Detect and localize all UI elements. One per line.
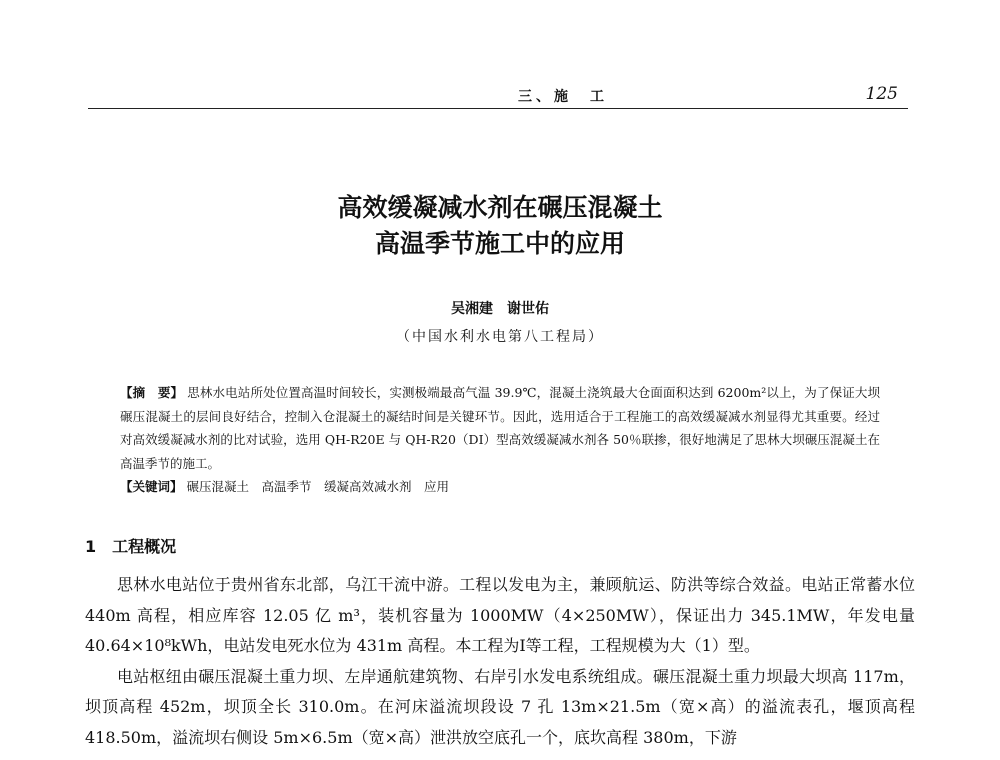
abstract	[120, 381, 880, 499]
abstract-label: 【摘 要】	[120, 385, 184, 400]
keywords-label: 【关键词】	[120, 479, 183, 494]
paragraph: 电站枢纽由碾压混凝土重力坝、左岸通航建筑物、右岸引水发电系统组成。碾压混凝土重力坝最大坝高 117m，坝顶高程 452m，坝顶全长 310.0m。在河床溢流坝段设 7 孔 13m×21.5m（宽×高）的溢流表孔，堰顶高程 418.50m，溢流坝右侧设 5m×6.5m（宽×高）泄洪放空底孔一个，底坎高程 380m，下游	[85, 666, 915, 747]
body-text	[85, 570, 915, 753]
paper-title-line-2: 高温季节施工中的应用	[374, 229, 625, 258]
paragraph: 思林水电站位于贵州省东北部，乌江干流中游。工程以发电为主，兼顾航运、防洪等综合效益。电站正常蓄水位 440m 高程，相应库容 12.05 亿 m³，装机容量为 1000MW（4×250MW），保证出力 345.1MW，年发电量 40.64×10⁸kWh，电站发电死水位为 431m 高程。本工程为Ⅰ等工程，工程规模为大（1）型。	[85, 575, 915, 655]
abstract-text: 思林水电站所处位置高温时间较长，实测极端最高气温 39.9℃，混凝土浇筑最大仓面面积达到 6200m²以上，为了保证大坝碾压混凝土的层间良好结合，控制入仓混凝土的凝结时间是关键环节。因此，选用适合于工程施工的高效缓凝减水剂显得尤其重要。经过对高效缓凝减水剂的比对试验，选用 QH-R20E 与 QH-R20（DⅠ）型高效缓凝减水剂各 50％联掺，很好地满足了思林大坝碾压混凝土在高温季节的施工。	[120, 385, 880, 471]
affiliation: （中国水利水电第八工程局）	[396, 329, 604, 345]
section-title: 三、施 工	[518, 89, 608, 105]
paper-title-line-1: 高效缓凝减水剂在碾压混凝土	[337, 193, 663, 222]
running-header	[88, 86, 908, 109]
keywords-text: 碾压混凝土 高温季节 缓凝高效减水剂 应用	[186, 479, 450, 494]
authors: 吴湘建 谢世佑	[451, 301, 549, 317]
section-heading: 1 工程概况	[85, 537, 177, 556]
page-number: 125	[865, 84, 898, 104]
